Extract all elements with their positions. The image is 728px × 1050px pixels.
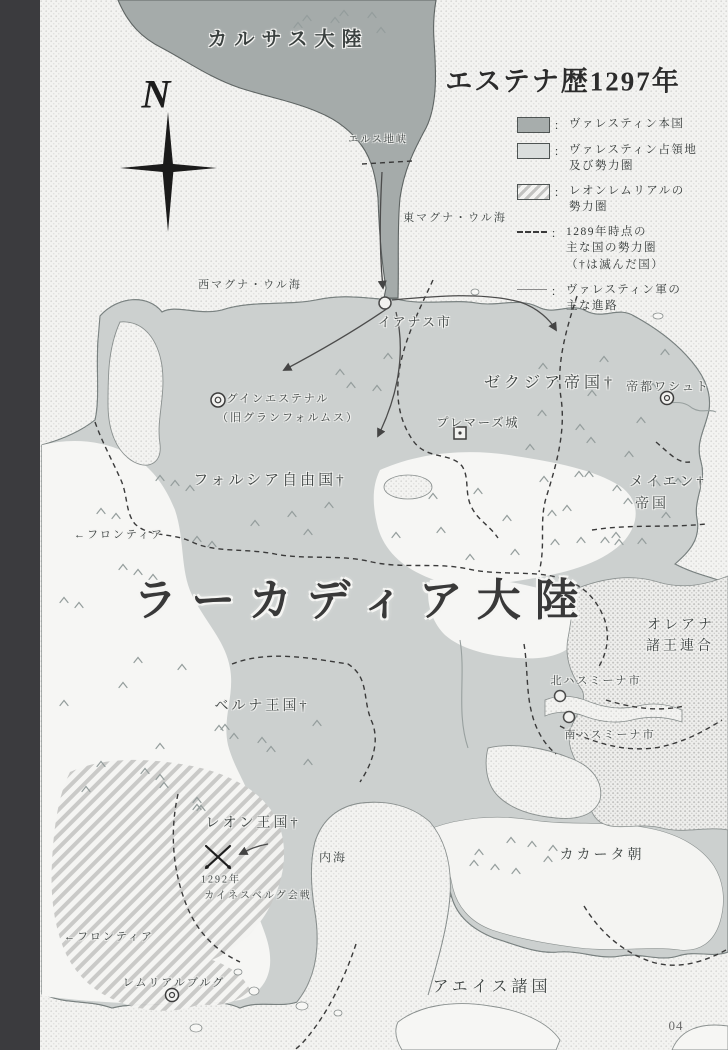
legend-label: 主な進路 — [566, 299, 618, 312]
label-guin-estenal: グインエステナル — [226, 393, 330, 405]
legend-separator: ： — [554, 146, 565, 158]
city-marker-south-hasmina — [564, 712, 575, 723]
city-marker-ianas — [379, 297, 391, 309]
legend-label: 勢力圏 — [569, 201, 608, 214]
label-battle-year: 1292年 — [201, 874, 241, 886]
label-capital-washt: 帝都ワシュト — [626, 379, 710, 394]
label-zekujia-empire: ゼクジア帝国† — [483, 374, 617, 392]
legend-row-homeland — [517, 116, 697, 133]
map-title: エステナ歴1297年 — [445, 66, 681, 97]
legend-swatch-hatch — [517, 184, 550, 200]
legend-separator: ： — [554, 120, 565, 132]
label-oreana-line1: オレアナ — [647, 618, 715, 633]
west-magna-bay — [108, 322, 163, 465]
label-ianas-city: イアナス市 — [377, 314, 453, 330]
page-binding-edge — [0, 0, 40, 1050]
label-frontier-southwest: ←フロンティア — [63, 931, 155, 943]
label-kakata-dynasty: カカータ朝 — [559, 848, 645, 863]
label-frontier-northwest: ←フロンティア — [73, 529, 165, 541]
label-leon-kingdom: レオン王国† — [205, 816, 301, 831]
legend-label: ヴァレスティン占領地 — [569, 144, 698, 156]
label-oreana-line2: 諸王連合 — [646, 639, 714, 654]
legend-separator: ： — [551, 228, 562, 241]
legend-label: レオンレムリアルの — [569, 185, 685, 198]
inner-sea-gulf — [297, 802, 450, 1022]
legend-swatch-homeland — [517, 117, 550, 133]
label-carsus-continent: カルサス大陸 — [207, 28, 369, 51]
label-berna-kingdom: ベルナ王国† — [214, 699, 310, 714]
label-inner-sea: 内海 — [318, 850, 348, 865]
legend-label: 及び勢力圏 — [569, 160, 634, 173]
label-meien-empire-line2: 帝国 — [635, 497, 669, 512]
label-rakadia-continent: ラーカディア大陸 — [133, 576, 593, 625]
legend-label: 主な国の勢力圏 — [566, 242, 657, 255]
city-marker-north-hasmina — [555, 691, 566, 702]
legend-label: 1289年時点の — [566, 226, 647, 239]
legend-separator: ： — [551, 285, 562, 298]
legend-swatch-occupied — [517, 143, 550, 159]
page-number: 04 — [668, 1018, 684, 1033]
label-north-hasmina-city: 北ハスミーナ市 — [550, 675, 642, 687]
legend-label: ヴァレスティン軍の — [566, 283, 682, 296]
legend-row-1289-borders — [517, 224, 697, 272]
legend-separator: ： — [554, 187, 565, 200]
label-forcia-free-state: フォルシア自由国† — [193, 472, 347, 489]
legend-label: （†は滅んだ国） — [566, 258, 665, 271]
label-west-magna-sea: 西マグナ・ウル海 — [198, 279, 302, 291]
legend-label: ヴァレスティン本国 — [569, 118, 685, 130]
label-guin-estenal-sub: （旧グランフォルムス） — [216, 412, 360, 424]
legend-solid-line-sample — [517, 289, 547, 290]
label-south-hasmina-city: 南ハスミーナ市 — [564, 729, 656, 741]
legend-row-hatch — [517, 183, 697, 215]
compass-north-label: N — [141, 71, 171, 117]
label-aeis-states: アエイス諸国 — [432, 978, 552, 996]
capital-marker-guin-estenal — [211, 393, 225, 407]
label-lemurial-burg: レムリアルブルグ — [122, 977, 226, 989]
legend-row-occupied — [517, 142, 697, 174]
label-east-magna-sea: 東マグナ・ウル海 — [403, 212, 507, 224]
label-battle-name: カイネスベルグ会戦 — [204, 890, 312, 902]
capital-marker-lemurial-burg — [166, 989, 179, 1002]
label-meien-empire-line1: メイエン† — [629, 475, 707, 490]
label-els-isthmus: エルス地峡 — [348, 134, 408, 146]
map-legend — [517, 116, 697, 314]
legend-dashed-line-sample — [517, 231, 547, 233]
legend-row-army-routes — [517, 282, 697, 314]
label-premars-castle: プレマーズ城 — [436, 415, 520, 430]
